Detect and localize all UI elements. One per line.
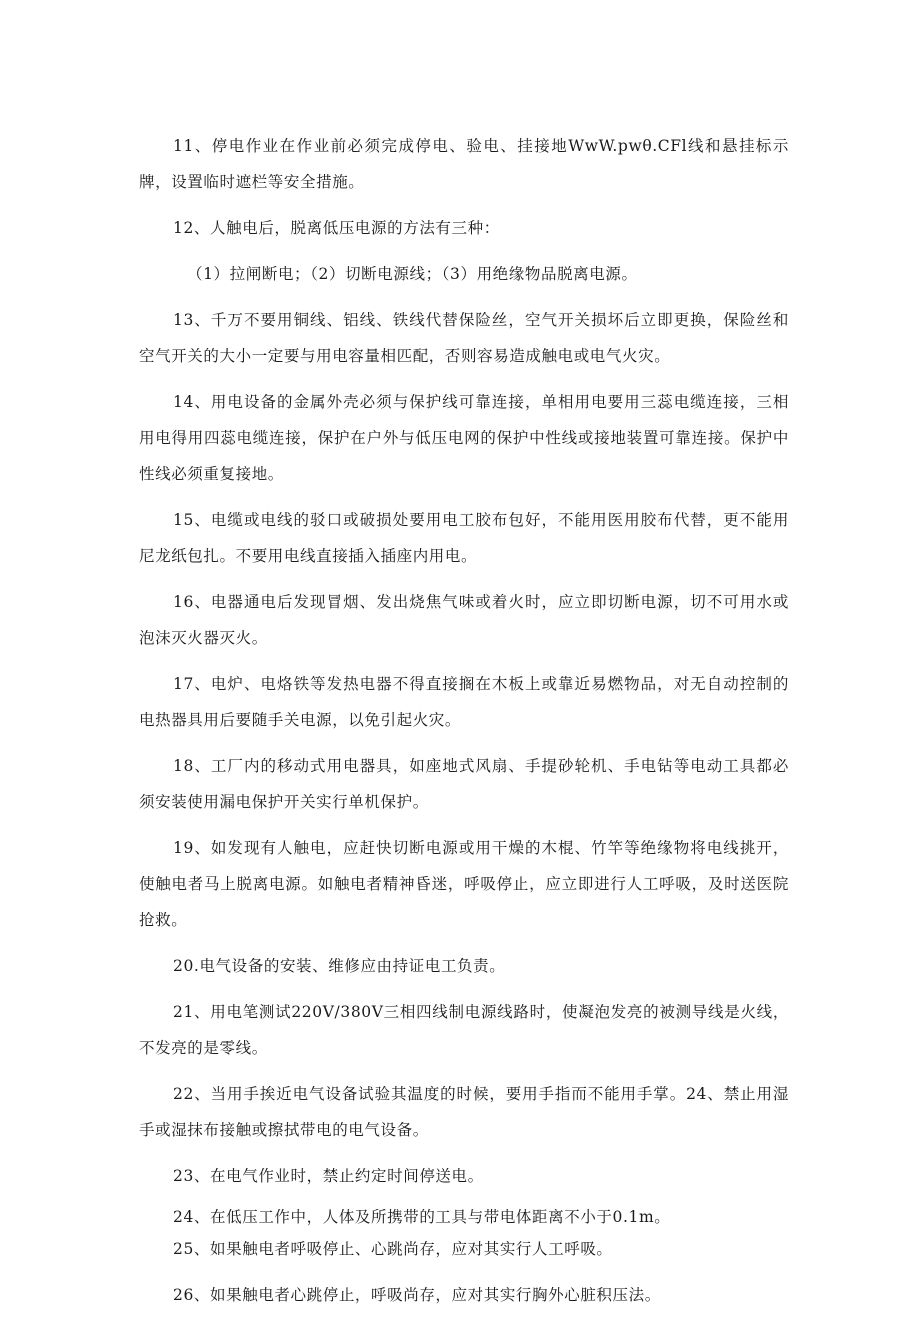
paragraph-25: 25、如果触电者呼吸停止、心跳尚存，应对其实行人工呼吸。 [173, 1240, 613, 1258]
paragraph-17: 17、电炉、电烙铁等发热电器不得直接搁在木板上或靠近易燃物品，对无自动控制的电热器具用后要随手关电源，以免引起火灾。 [139, 675, 789, 729]
paragraph-15: 15、电缆或电线的驳口或破损处要用电工胶布包好，不能用医用胶布代替，更不能用尼龙纸包扎。不要用电线直接插入插座内用电。 [139, 511, 789, 565]
paragraph-19: 19、如发现有人触电，应赶快切断电源或用干燥的木棍、竹竿等绝缘物将电线挑开，使触电者马上脱离电源。如触电者精神昏迷，呼吸停止，应立即进行人工呼吸，及时送医院抢救。 [139, 839, 789, 929]
paragraph-20: 20.电气设备的安装、维修应由持证电工负责。 [173, 957, 506, 975]
paragraph-11: 11、停电作业在作业前必须完成停电、验电、挂接地WwW.pwθ.CFl线和悬挂标示牌，设置临时遮栏等安全措施。 [139, 137, 789, 191]
paragraph-24: 24、在低压工作中，人体及所携带的工具与带电体距离不小于0.1m。 [173, 1208, 671, 1226]
paragraph-18: 18、工厂内的移动式用电器具，如座地式风扇、手提砂轮机、手电钻等电动工具都必须安装使用漏电保护开关实行单机保护。 [139, 757, 789, 811]
paragraph-23: 23、在电气作业时，禁止约定时间停送电。 [173, 1167, 484, 1185]
paragraph-14: 14、用电设备的金属外壳必须与保护线可靠连接，单相用电要用三蕊电缆连接，三相用电得用四蕊电缆连接，保护在户外与低压电网的保护中性线或接地装置可靠连接。保护中性线必须重复接地。 [139, 393, 789, 483]
paragraph-22: 22、当用手挨近电气设备试验其温度的时候，要用手指而不能用手掌。24、禁止用湿手或湿抹布接触或擦拭带电的电气设备。 [139, 1085, 789, 1139]
paragraph-21: 21、用电笔测试220V/380V三相四线制电源线路时，使凝泡发亮的被测导线是火线，不发亮的是零线。 [139, 1003, 789, 1057]
paragraph-12: 12、人触电后，脱离低压电源的方法有三种： [173, 219, 500, 237]
paragraph-26: 26、如果触电者心跳停止，呼吸尚存，应对其实行胸外心脏积压法。 [173, 1286, 661, 1304]
paragraph-12-methods: （1）拉闸断电；（2）切断电源线；（3）用绝缘物品脱离电源。 [187, 265, 638, 283]
paragraph-13: 13、千万不要用铜线、铝线、铁线代替保险丝，空气开关损坏后立即更换，保险丝和空气开关的大小一定要与用电容量相匹配，否则容易造成触电或电气火灾。 [139, 311, 789, 365]
paragraph-16: 16、电器通电后发现冒烟、发出烧焦气味或着火时，应立即切断电源，切不可用水或泡沫灭火器灭火。 [139, 593, 789, 647]
document-body [139, 128, 789, 1323]
